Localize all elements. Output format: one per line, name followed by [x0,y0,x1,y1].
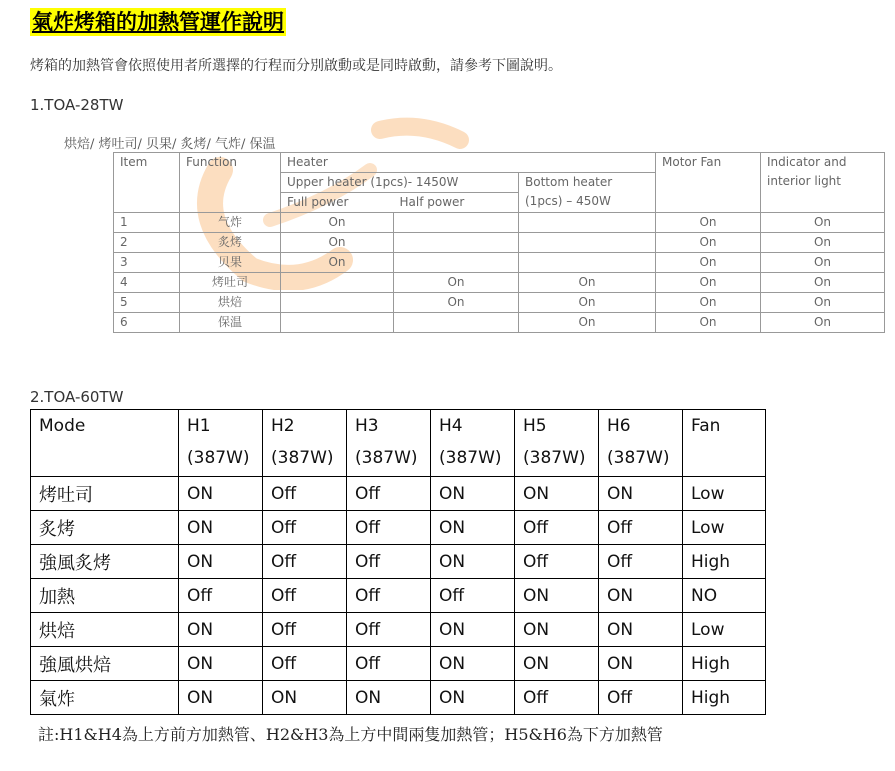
value-cell: ON [431,613,515,647]
value-cell: ON [431,477,515,511]
mode-cell: 炙烤 [31,511,179,545]
intro-text: 烤箱的加熱管會依照使用者所選擇的行程而分別啟動或是同時啟動，請參考下圖說明。 [30,58,562,74]
bottom-heater-cell: On [519,313,656,333]
header-cell [515,410,599,477]
value-cell: Off [263,545,347,579]
value-cell: Off [347,613,431,647]
header-upper-heater: Upper heater (1pcs)- 1450W [281,173,519,193]
motor-fan-cell: On [656,253,761,273]
header-wattage: (387W) [271,448,334,468]
indicator-cell: On [761,213,885,233]
header-name: H4 [439,416,463,436]
header-name: H1 [187,416,211,436]
section1-caption: 烘焙/ 烤吐司/ 贝果/ 炙烤/ 气炸/ 保温 [64,137,276,152]
table-row [114,233,885,253]
half-power-cell [394,213,519,233]
table-row [31,545,766,579]
indicator-cell: On [761,253,885,273]
value-cell: Off [347,579,431,613]
function-cell: 烤吐司 [180,273,281,293]
value-cell: ON [347,681,431,715]
header-wattage: (387W) [523,448,586,468]
header-wattage: (387W) [187,448,250,468]
motor-fan-cell: On [656,233,761,253]
half-power-cell: On [394,293,519,313]
motor-fan-cell: On [656,293,761,313]
value-cell: ON [599,613,683,647]
header-name: H6 [607,416,631,436]
table-row [31,681,766,715]
value-cell: ON [515,647,599,681]
value-cell: Off [515,545,599,579]
motor-fan-cell: On [656,273,761,293]
page-title: 氣炸烤箱的加熱管運作說明 [32,10,284,34]
value-cell: Low [683,477,766,511]
header-function: Function [180,153,281,213]
value-cell: High [683,647,766,681]
mode-cell: 烤吐司 [31,477,179,511]
header-name: H2 [271,416,295,436]
value-cell: Off [263,613,347,647]
table-row [114,253,885,273]
header-name: Mode [39,416,86,436]
header-motor-fan: Motor Fan [656,153,761,213]
mode-cell: 氣炸 [31,681,179,715]
header-cell [263,410,347,477]
header-name: H3 [355,416,379,436]
table-row [114,213,885,233]
value-cell: Off [263,647,347,681]
bottom-heater-cell: On [519,273,656,293]
header-cell [179,410,263,477]
bottom-heater-cell [519,253,656,273]
header-full-power: Full power [281,193,394,213]
value-cell: ON [179,477,263,511]
value-cell: Off [599,511,683,545]
header-wattage: (387W) [439,448,502,468]
table-row [31,579,766,613]
item-cell: 4 [114,273,180,293]
full-power-cell: On [281,233,394,253]
value-cell: Off [347,511,431,545]
header-bottom-line1: Bottom heater [525,175,613,189]
item-cell: 3 [114,253,180,273]
indicator-cell: On [761,273,885,293]
header-bottom-heater [519,173,656,213]
header-cell [347,410,431,477]
header-cell [599,410,683,477]
table-row [31,613,766,647]
bottom-heater-cell [519,233,656,253]
value-cell: ON [515,477,599,511]
value-cell: High [683,545,766,579]
value-cell: Off [347,647,431,681]
half-power-cell [394,253,519,273]
indicator-cell: On [761,313,885,333]
value-cell: ON [515,613,599,647]
full-power-cell [281,293,394,313]
value-cell: ON [599,647,683,681]
value-cell: ON [599,579,683,613]
function-cell: 贝果 [180,253,281,273]
toa60-table [30,409,766,715]
header-indicator [761,153,885,213]
header-indicator-line2: interior light [767,174,841,188]
mode-cell: 烘焙 [31,613,179,647]
full-power-cell [281,273,394,293]
toa28-table [113,152,885,333]
table-row [114,273,885,293]
function-cell: 炙烤 [180,233,281,253]
header-name: H5 [523,416,547,436]
value-cell: Off [347,545,431,579]
header-indicator-line1: Indicator and [767,155,847,169]
header-cell [431,410,515,477]
footnote: 註:H1&H4為上方前方加熱管、H2&H3為上方中間兩隻加熱管；H5&H6為下方加熱管 [38,725,663,744]
motor-fan-cell: On [656,213,761,233]
header-cell [31,410,179,477]
value-cell: Low [683,613,766,647]
indicator-cell: On [761,233,885,253]
mode-cell: 強風炙烤 [31,545,179,579]
half-power-cell: On [394,273,519,293]
value-cell: ON [179,647,263,681]
table-row [114,293,885,313]
full-power-cell: On [281,213,394,233]
mode-cell: 強風烘焙 [31,647,179,681]
value-cell: NO [683,579,766,613]
value-cell: ON [431,545,515,579]
bottom-heater-cell: On [519,293,656,313]
value-cell: Off [263,511,347,545]
header-wattage: (387W) [607,448,670,468]
value-cell: Off [515,511,599,545]
item-cell: 6 [114,313,180,333]
value-cell: Off [515,681,599,715]
value-cell: Off [599,681,683,715]
header-heater: Heater [281,153,656,173]
item-cell: 2 [114,233,180,253]
table-row [31,647,766,681]
table-row [31,511,766,545]
value-cell: Off [347,477,431,511]
value-cell: ON [179,511,263,545]
value-cell: ON [515,579,599,613]
item-cell: 5 [114,293,180,313]
indicator-cell: On [761,293,885,313]
full-power-cell: On [281,253,394,273]
table-header-row [31,410,766,477]
value-cell: ON [263,681,347,715]
value-cell: Off [599,545,683,579]
table-row [31,477,766,511]
bottom-heater-cell [519,213,656,233]
value-cell: ON [431,681,515,715]
value-cell: ON [179,545,263,579]
value-cell: Off [431,579,515,613]
header-wattage: (387W) [355,448,418,468]
header-bottom-line2: (1pcs) – 450W [525,194,611,208]
value-cell: ON [431,511,515,545]
value-cell: ON [179,613,263,647]
function-cell: 保温 [180,313,281,333]
header-half-power: Half power [394,193,519,213]
function-cell: 气炸 [180,213,281,233]
mode-cell: 加熱 [31,579,179,613]
value-cell: Off [263,579,347,613]
item-cell: 1 [114,213,180,233]
value-cell: Low [683,511,766,545]
function-cell: 烘焙 [180,293,281,313]
half-power-cell [394,313,519,333]
section2-heading: 2.TOA-60TW [30,388,124,406]
section1-heading: 1.TOA-28TW [30,96,124,114]
header-item: Item [114,153,180,213]
value-cell: ON [431,647,515,681]
value-cell: High [683,681,766,715]
value-cell: ON [179,681,263,715]
header-name: Fan [691,416,721,436]
value-cell: ON [599,477,683,511]
full-power-cell [281,313,394,333]
table-row [114,313,885,333]
half-power-cell [394,233,519,253]
value-cell: Off [179,579,263,613]
motor-fan-cell: On [656,313,761,333]
header-cell [683,410,766,477]
value-cell: Off [263,477,347,511]
